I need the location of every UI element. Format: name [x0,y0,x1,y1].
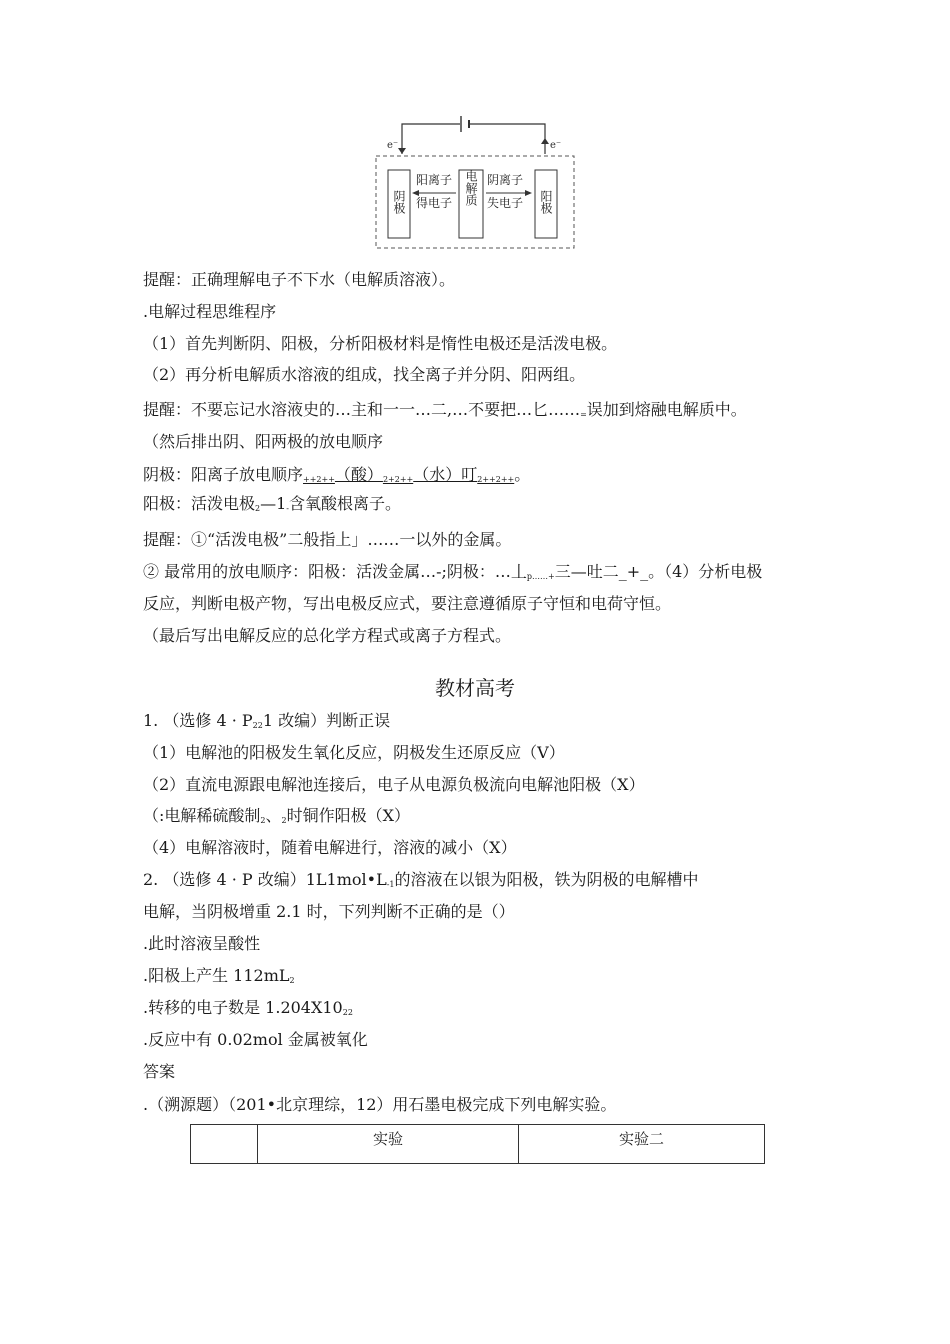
option-c: .转移的电子数是 $1.204X10_{22}$ [143,998,353,1017]
circuit-wire [402,124,545,154]
experiment-table [190,1124,765,1164]
electron-arrow-down [398,148,406,154]
question-2: 2. （选修 4 · P 改编）$1L1mol•L_{-1}$的溶液在以银为阳极，铁为阴极的电解槽中 [143,870,699,889]
question-1-item-3: （:电解稀硫酸制$_2$、$_2$时铜作阳极（X） [143,806,411,825]
anode-label: 阳极 [539,190,553,214]
cathode-label: 阴极 [392,190,406,214]
step-4-continued: 反应，判断电极产物，写出电极反应式，要注意遵循原子守恒和电荷守恒。 [143,594,672,613]
table-header-cell: 实验 [258,1125,519,1164]
question-1-item-4: （4）电解溶液时，随着电解进行，溶液的减小（X） [143,838,517,857]
question-3: .（溯源题）（201•北京理综，12）用石墨电极完成下列电解实验。 [143,1095,617,1114]
right-ion-label: 阴离子 [487,173,524,187]
option-d: .反应中有 0.02mol 金属被氧化 [143,1030,368,1049]
option-b: .阳极上产生 $112mL_2$ [143,966,295,985]
electron-arrow-up [541,138,549,144]
tip-active-electrode: 提醒：①“活泼电极”二般指上」……一以外的金属。 [143,530,512,549]
tip-electron-not-in-water: 提醒：正确理解电子不下水（电解质溶液）。 [143,270,456,289]
anode-order: 阳极：活泼电极$_2—1_-$含氧酸根离子。 [143,494,402,513]
cathode-order: 阴极：阳离子放电顺序$_{++2++}$（酸）$_{2+2++}$（水）叮$_{2++2++}$。 [143,465,531,484]
question-1: 1. （选修 $4 \cdot P_{22}1$ 改编）判断正误 [143,711,391,730]
question-1-item-2: （2）直流电源跟电解池连接后，电子从电源负极流向电解池阳极（X） [143,775,645,794]
electrolyte-label: 电解质 [464,170,478,206]
step-1: （1）首先判断阴、阳极，分析阳极材料是惰性电极还是活泼电极。 [143,334,618,353]
question-1-item-1: （1）电解池的阳极发生氧化反应，阴极发生还原反应（V） [143,743,565,762]
tip-water-ions: 提醒：不要忘记水溶液史的…主和一一…二,…不要把…匕$\dots\dots_=$误加到熔融电解质中。 [143,400,747,419]
left-ion-label: 阳离子 [416,173,453,187]
answer-label: 答案 [143,1062,176,1081]
table-header-row [191,1125,765,1164]
right-action-label: 失电子 [487,196,524,210]
common-discharge-order: ② 最常用的放电顺序：阳极：活泼金属…-;阴极：…丄$_{p\dots\dots+}$三—吐二_+_。（4）分析电极 [143,562,763,581]
table-header-cell: 实验二 [519,1125,765,1164]
step-5: （最后写出电解反应的总化学方程式或离子方程式。 [143,626,512,645]
section-thinking-procedure: .电解过程思维程序 [143,302,277,321]
right-arrow-head [525,190,532,196]
option-a: .此时溶液呈酸性 [143,934,261,953]
step-2: （2）再分析电解质水溶液的组成，找全离子并分阴、阳两组。 [143,365,586,384]
section-heading: 教材高考 [435,676,515,700]
electron-label-left: e⁻ [387,140,399,151]
question-2-continued: 电解，当阴极增重 2.1 时，下列判断不正确的是（） [143,902,515,921]
left-action-label: 得电子 [416,196,453,210]
step-3: （然后排出阴、阳两极的放电顺序 [143,432,384,451]
electron-label-right: e⁻ [550,140,562,151]
electrolysis-diagram [370,112,580,252]
table-header-cell [191,1125,258,1164]
